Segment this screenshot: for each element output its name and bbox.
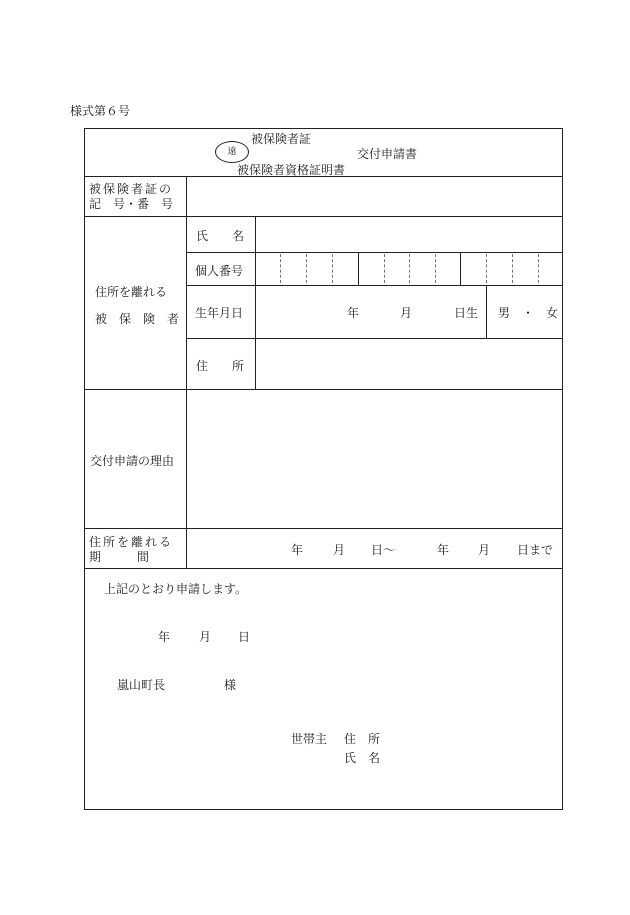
- divider-line: [84, 216, 563, 217]
- header-health-card: 被保険者証: [251, 132, 312, 146]
- period-to-day: 日まで: [517, 543, 554, 557]
- card-number-label-line1: 被保険者証の: [89, 182, 174, 196]
- householder-address-label: 住 所: [344, 732, 381, 746]
- divider-line: [186, 285, 563, 286]
- birthdate-year: 年: [347, 306, 360, 320]
- divider-line: [84, 568, 563, 569]
- divider-line: [84, 389, 563, 390]
- householder-label: 世帯主: [291, 732, 328, 746]
- period-to-month: 月: [478, 543, 491, 557]
- divider-line: [186, 338, 563, 339]
- declaration-statement: 上記のとおり申請します。: [104, 582, 248, 596]
- gender-options[interactable]: 男 ・ 女: [498, 306, 559, 320]
- gender-column-divider: [486, 285, 487, 338]
- addressee: 嵐山町長: [117, 678, 166, 692]
- divider-line: [84, 176, 563, 177]
- label-column-divider: [186, 176, 187, 568]
- card-number-label-line2: 記 号・番 号: [89, 197, 174, 211]
- declaration-date-day: 日: [238, 630, 251, 644]
- period-to-year: 年: [437, 543, 450, 557]
- birthdate-month: 月: [400, 306, 413, 320]
- period-label-line1: 住所を離れる: [89, 535, 174, 549]
- card-number-field[interactable]: [190, 180, 558, 212]
- insured-label-line1: 住所を離れる: [95, 285, 168, 299]
- declaration-date-month: 月: [199, 630, 212, 644]
- divider-line: [186, 252, 563, 253]
- name-label: 氏 名: [196, 229, 245, 243]
- name-field[interactable]: [259, 220, 559, 249]
- divider-line: [84, 528, 563, 529]
- birthdate-day: 日生: [454, 306, 479, 320]
- insured-label-line2: 被 保 険 者: [95, 312, 180, 326]
- individual-number-field[interactable]: [259, 255, 559, 282]
- period-from-year: 年: [291, 543, 304, 557]
- sub-label-column-divider: [255, 216, 256, 389]
- header-doc-type: 交付申請書: [357, 147, 418, 161]
- householder-name-label: 氏 名: [344, 751, 381, 765]
- form-number: 様式第６号: [70, 104, 131, 118]
- declaration-date-year: 年: [158, 630, 171, 644]
- period-from-day: 日〜: [371, 543, 396, 557]
- honorific: 様: [224, 678, 237, 692]
- individual-number-label: 個人番号: [195, 264, 244, 278]
- reason-label: 交付申請の理由: [90, 454, 175, 468]
- reason-field[interactable]: [190, 393, 558, 525]
- header-eligibility-certificate: 被保険者資格証明書: [237, 163, 346, 177]
- period-from-month: 月: [333, 543, 346, 557]
- period-label-line2: 期 間: [89, 550, 150, 564]
- remote-circle-mark: 遠: [215, 141, 249, 163]
- address-label: 住 所: [196, 359, 245, 373]
- address-field[interactable]: [259, 342, 559, 386]
- birthdate-label: 生年月日: [195, 306, 244, 320]
